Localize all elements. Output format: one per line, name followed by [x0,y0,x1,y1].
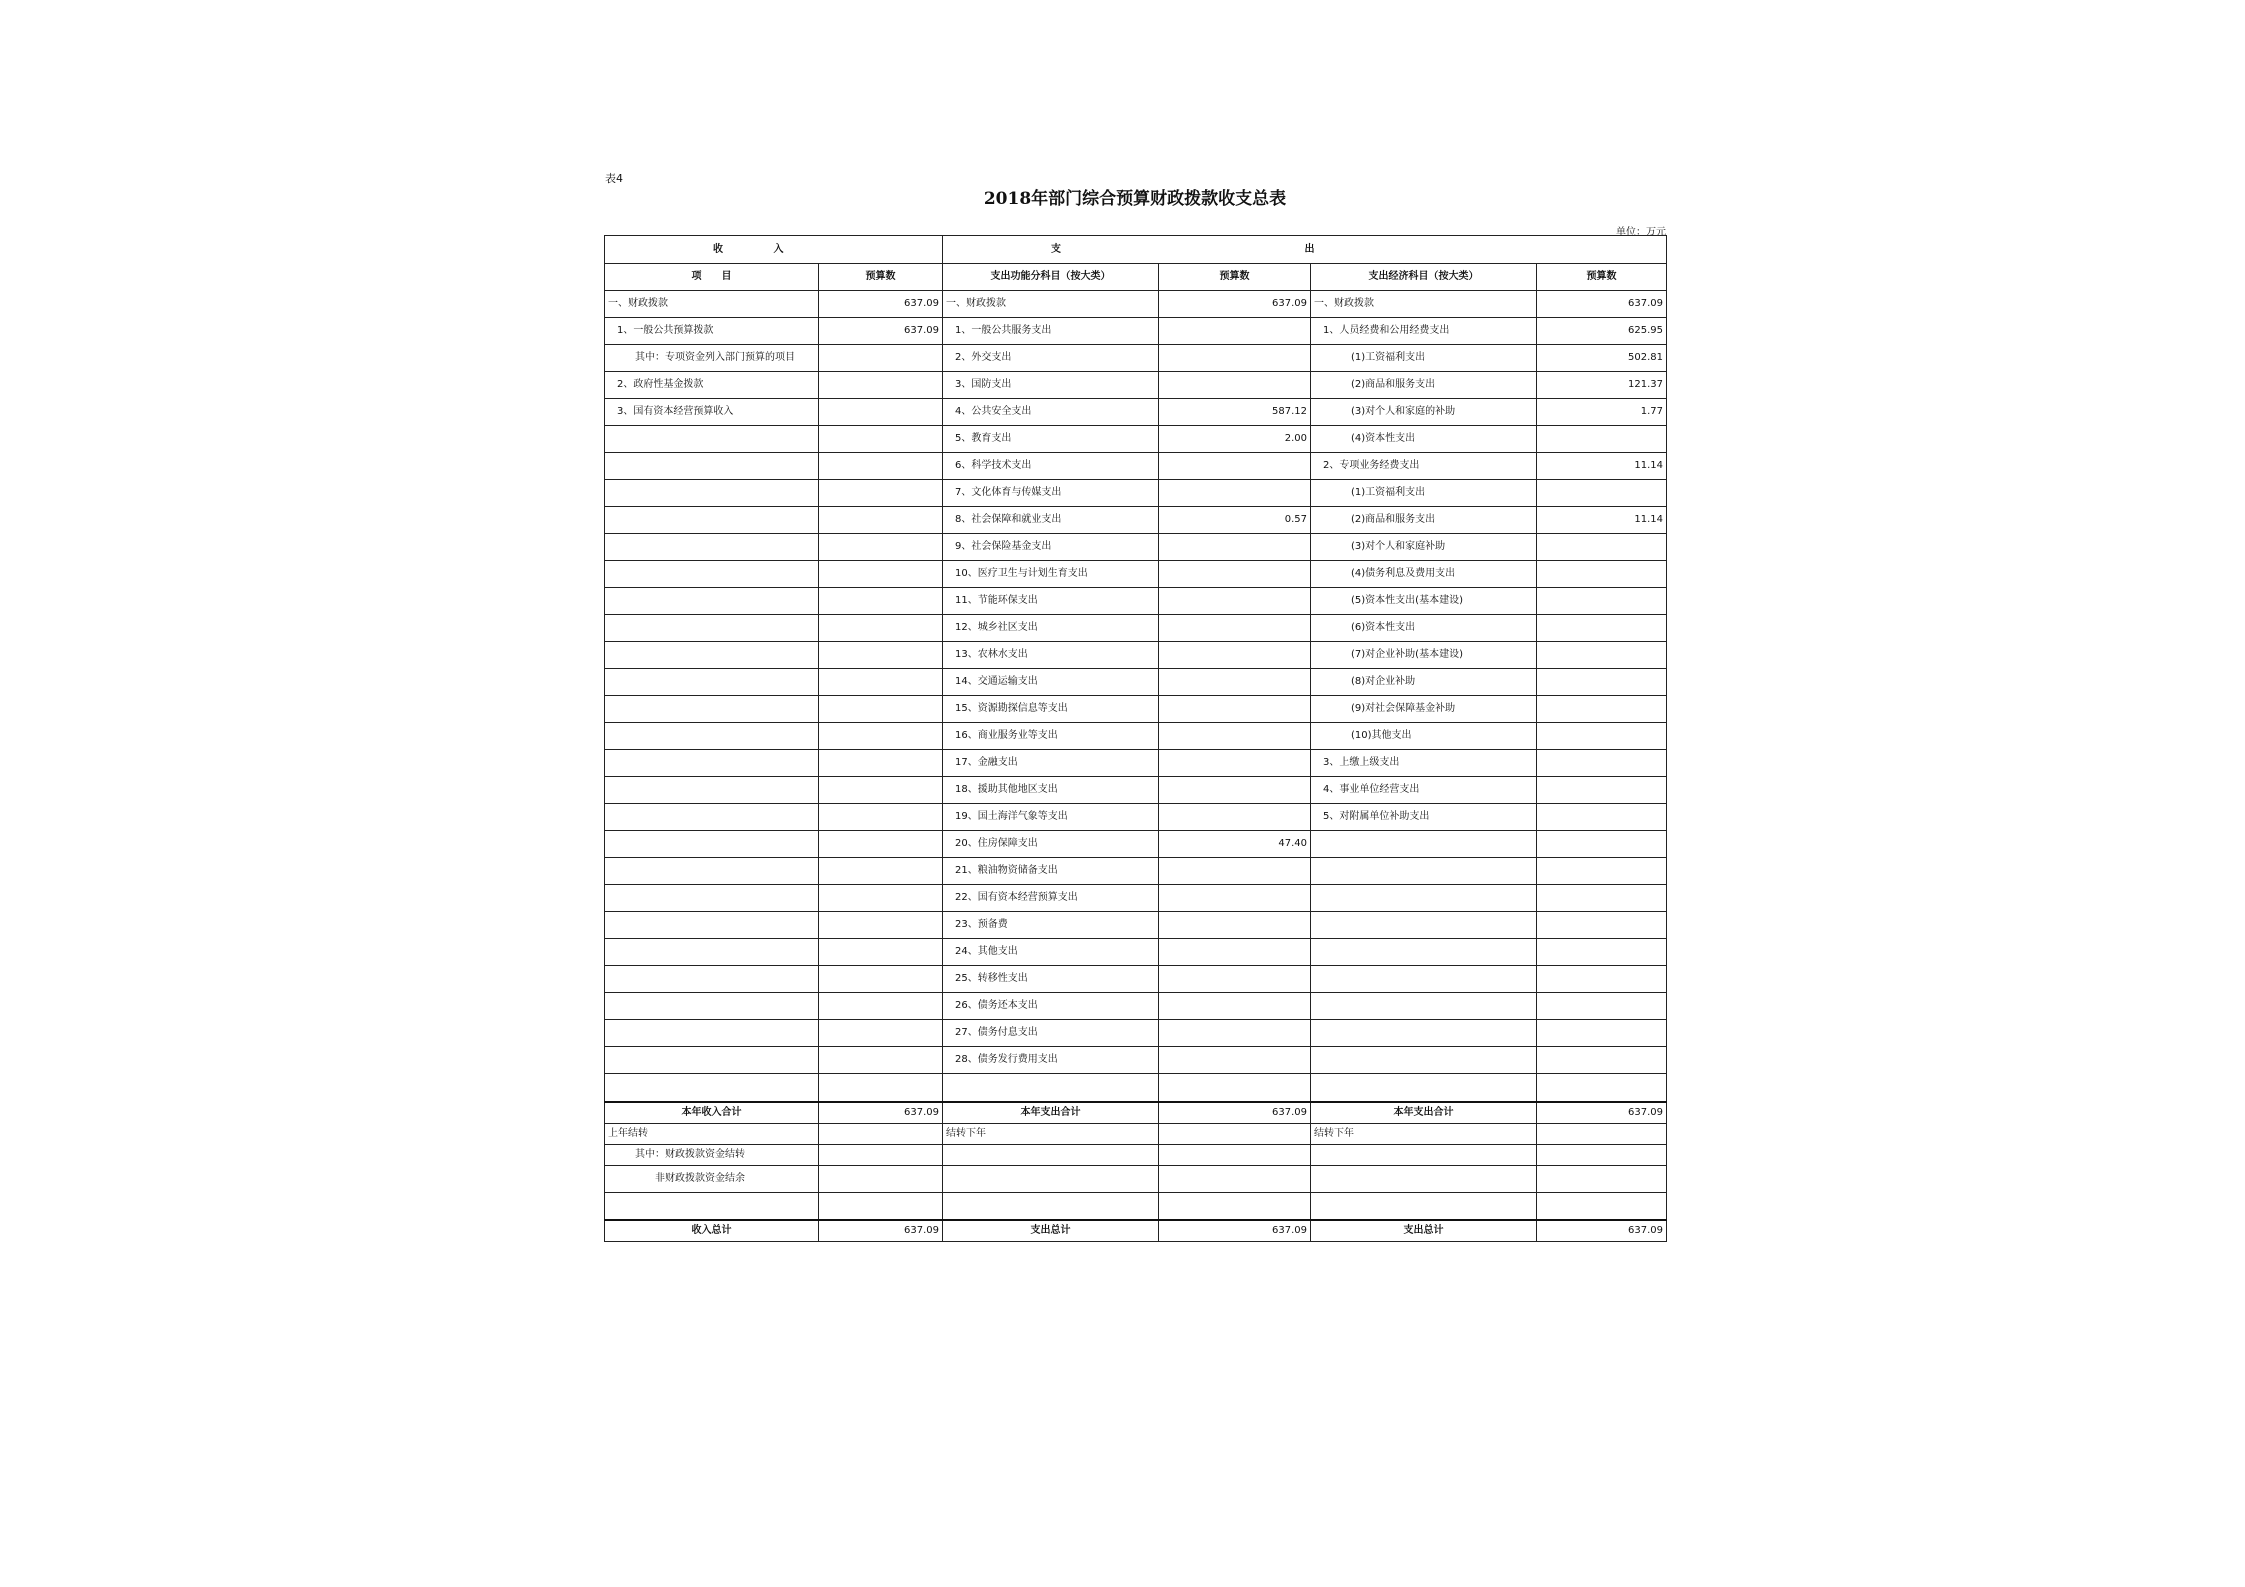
func-item-cell: 9、社会保险基金支出 [943,534,1159,561]
func-item-cell: 25、转移性支出 [943,966,1159,993]
income-budget-cell [819,885,943,912]
econ-budget-cell [1537,858,1667,885]
econ-item-cell [1311,885,1537,912]
income-budget-cell [819,912,943,939]
econ-item-cell: 3、上缴上级支出 [1311,750,1537,777]
func-budget-cell [1159,318,1311,345]
page-title: 2018年部门综合预算财政拨款收支总表 [983,189,1287,209]
func-item-cell: 23、预备费 [943,912,1159,939]
carry-next-label-2: 结转下年 [1311,1124,1537,1145]
econ-item-cell: (8)对企业补助 [1311,669,1537,696]
col-header-budget-income: 预算数 [819,264,943,291]
func-budget-cell [1159,723,1311,750]
income-item-cell [605,615,819,642]
econ-budget-cell [1537,993,1667,1020]
func-budget-cell [1159,561,1311,588]
econ-item-cell: (4)资本性支出 [1311,426,1537,453]
blank-cell [1537,1193,1667,1221]
income-budget-cell [819,696,943,723]
func-budget-cell: 587.12 [1159,399,1311,426]
income-item-cell [605,993,819,1020]
budget-table [604,235,1667,1242]
func-budget-cell [1159,480,1311,507]
blank-cell [943,1074,1159,1103]
func-budget-cell [1159,669,1311,696]
income-budget-cell [819,426,943,453]
func-item-cell: 6、科学技术支出 [943,453,1159,480]
expense-grand-total-value: 637.09 [1159,1220,1311,1242]
income-budget-cell [819,480,943,507]
col-header-func: 支出功能分科目（按大类） [943,264,1159,291]
econ-item-cell [1311,939,1537,966]
econ-item-cell: (10)其他支出 [1311,723,1537,750]
blank-cell [1537,1145,1667,1166]
income-item-cell [605,534,819,561]
income-item-cell [605,912,819,939]
func-budget-cell [1159,858,1311,885]
income-grand-total-label: 收入总计 [605,1220,819,1242]
expense-section-label: 支 [1051,243,1061,255]
income-budget-cell [819,966,943,993]
func-item-cell: 28、债务发行费用支出 [943,1047,1159,1074]
blank-cell [1311,1074,1537,1103]
table-row [605,993,1667,1020]
income-budget-cell [819,615,943,642]
econ-budget-cell [1537,912,1667,939]
unit-label: 单位：万元 [1616,227,1666,238]
econ-item-cell: (1)工资福利支出 [1311,345,1537,372]
blank-cell [819,1145,943,1166]
func-item-cell: 16、商业服务业等支出 [943,723,1159,750]
table-number-label: 表4 [605,172,623,185]
econ-item-cell: 一、财政拨款 [1311,291,1537,318]
table-row [605,534,1667,561]
func-item-cell: 15、资源勘探信息等支出 [943,696,1159,723]
income-item-cell [605,885,819,912]
econ-year-total-label: 本年支出合计 [1311,1102,1537,1124]
income-item-cell: 其中：专项资金列入部门预算的项目 [605,345,819,372]
econ-item-cell [1311,993,1537,1020]
income-item-cell: 3、国有资本经营预算收入 [605,399,819,426]
blank-cell [943,1166,1159,1193]
income-item-cell [605,588,819,615]
func-budget-cell [1159,750,1311,777]
carry-row [605,1124,1667,1145]
func-budget-cell [1159,1020,1311,1047]
func-item-cell: 12、城乡社区支出 [943,615,1159,642]
func-budget-cell [1159,993,1311,1020]
income-budget-cell [819,669,943,696]
econ-item-cell [1311,912,1537,939]
income-item-cell [605,1020,819,1047]
non-fiscal-label: 非财政拨款资金结余 [605,1166,819,1193]
econ-year-total-value: 637.09 [1537,1102,1667,1124]
blank-cell [1159,1145,1311,1166]
col-header-budget-func: 预算数 [1159,264,1311,291]
table-row [605,696,1667,723]
blank-cell [1311,1145,1537,1166]
econ-grand-total-value: 637.09 [1537,1220,1667,1242]
econ-budget-cell: 502.81 [1537,345,1667,372]
econ-item-cell: 1、人员经费和公用经费支出 [1311,318,1537,345]
income-budget-cell [819,588,943,615]
table-row [605,750,1667,777]
blank-row [605,1193,1667,1221]
table-row [605,723,1667,750]
table-row [605,372,1667,399]
econ-budget-cell [1537,588,1667,615]
econ-budget-cell [1537,480,1667,507]
func-item-cell: 5、教育支出 [943,426,1159,453]
table-row [605,831,1667,858]
func-item-cell: 10、医疗卫生与计划生育支出 [943,561,1159,588]
func-item-cell: 7、文化体育与传媒支出 [943,480,1159,507]
econ-budget-cell: 121.37 [1537,372,1667,399]
income-section-label-2: 入 [773,243,784,255]
func-item-cell: 2、外交支出 [943,345,1159,372]
func-item-cell: 20、住房保障支出 [943,831,1159,858]
income-budget-cell [819,831,943,858]
func-item-cell: 13、农林水支出 [943,642,1159,669]
table-row [605,480,1667,507]
expense-grand-total-label: 支出总计 [943,1220,1159,1242]
econ-item-cell [1311,1020,1537,1047]
econ-item-cell: 4、事业单位经营支出 [1311,777,1537,804]
blank-cell [605,1074,819,1103]
func-item-cell: 1、一般公共服务支出 [943,318,1159,345]
income-item-cell [605,723,819,750]
table-row [605,642,1667,669]
table-row [605,777,1667,804]
income-budget-cell [819,453,943,480]
blank-cell [1159,1166,1311,1193]
econ-budget-cell [1537,831,1667,858]
expense-section-header [943,236,1667,264]
income-item-cell [605,507,819,534]
func-budget-cell: 0.57 [1159,507,1311,534]
func-item-cell: 19、国土海洋气象等支出 [943,804,1159,831]
econ-budget-cell [1537,885,1667,912]
carry-next-label: 结转下年 [943,1124,1159,1145]
table-row [605,966,1667,993]
func-item-cell: 21、粮油物资储备支出 [943,858,1159,885]
blank-cell [1311,1166,1537,1193]
income-budget-cell [819,750,943,777]
income-item-cell: 1、一般公共预算拨款 [605,318,819,345]
func-budget-cell [1159,615,1311,642]
econ-item-cell: (4)债务利息及费用支出 [1311,561,1537,588]
blank-cell [1537,1074,1667,1103]
non-fiscal-row [605,1166,1667,1193]
blank-cell [605,1193,819,1221]
func-budget-cell [1159,804,1311,831]
income-section-label: 收 [713,243,723,255]
carry-next-value [1159,1124,1311,1145]
func-budget-cell [1159,642,1311,669]
income-grand-total-value: 637.09 [819,1220,943,1242]
income-item-cell [605,669,819,696]
table-row [605,885,1667,912]
func-budget-cell [1159,912,1311,939]
income-year-total-value: 637.09 [819,1102,943,1124]
income-budget-cell [819,1047,943,1074]
func-item-cell: 一、财政拨款 [943,291,1159,318]
func-budget-cell [1159,345,1311,372]
carry-next-value-2 [1537,1124,1667,1145]
blank-row [605,1074,1667,1103]
econ-item-cell [1311,1047,1537,1074]
econ-item-cell: (7)对企业补助(基本建设) [1311,642,1537,669]
blank-cell [819,1074,943,1103]
func-item-cell: 27、债务付息支出 [943,1020,1159,1047]
income-item-cell [605,831,819,858]
func-item-cell: 14、交通运输支出 [943,669,1159,696]
blank-cell [1159,1074,1311,1103]
income-item-cell: 2、政府性基金拨款 [605,372,819,399]
income-item-cell: 一、财政拨款 [605,291,819,318]
func-budget-cell [1159,939,1311,966]
fiscal-carry-label: 其中：财政拨款资金结转 [605,1145,819,1166]
income-budget-cell: 637.09 [819,291,943,318]
table-row [605,939,1667,966]
grand-total-row [605,1220,1667,1242]
year-total-row [605,1102,1667,1124]
table-row [605,291,1667,318]
econ-budget-cell [1537,777,1667,804]
func-budget-cell [1159,885,1311,912]
income-budget-cell [819,345,943,372]
table-row [605,507,1667,534]
income-budget-cell [819,372,943,399]
func-budget-cell [1159,372,1311,399]
income-budget-cell [819,507,943,534]
func-item-cell: 8、社会保障和就业支出 [943,507,1159,534]
blank-cell [943,1193,1159,1221]
income-budget-cell: 637.09 [819,318,943,345]
func-item-cell: 17、金融支出 [943,750,1159,777]
blank-cell [819,1193,943,1221]
econ-budget-cell: 637.09 [1537,291,1667,318]
econ-item-cell: (3)对个人和家庭补助 [1311,534,1537,561]
blank-cell [1537,1166,1667,1193]
econ-budget-cell [1537,1020,1667,1047]
econ-item-cell: (5)资本性支出(基本建设) [1311,588,1537,615]
econ-item-cell: (2)商品和服务支出 [1311,507,1537,534]
fiscal-carry-row [605,1145,1667,1166]
func-budget-cell [1159,777,1311,804]
blank-cell [943,1145,1159,1166]
income-item-cell [605,858,819,885]
table-row [605,588,1667,615]
econ-item-cell: (9)对社会保障基金补助 [1311,696,1537,723]
table-row [605,1047,1667,1074]
table-row [605,318,1667,345]
income-budget-cell [819,534,943,561]
income-item-cell [605,804,819,831]
econ-budget-cell [1537,939,1667,966]
income-year-total-label: 本年收入合计 [605,1102,819,1124]
income-item-cell [605,696,819,723]
income-budget-cell [819,804,943,831]
income-budget-cell [819,723,943,750]
income-item-cell [605,426,819,453]
econ-budget-cell [1537,669,1667,696]
table-row [605,912,1667,939]
income-budget-cell [819,858,943,885]
func-item-cell: 18、援助其他地区支出 [943,777,1159,804]
expense-year-total-value: 637.09 [1159,1102,1311,1124]
income-budget-cell [819,561,943,588]
col-header-item: 项 目 [605,264,819,291]
func-item-cell: 4、公共安全支出 [943,399,1159,426]
econ-item-cell: (6)资本性支出 [1311,615,1537,642]
func-budget-cell: 2.00 [1159,426,1311,453]
econ-budget-cell [1537,723,1667,750]
income-budget-cell [819,993,943,1020]
expense-section-label-2: 出 [1304,243,1315,255]
econ-item-cell: (3)对个人和家庭的补助 [1311,399,1537,426]
income-item-cell [605,1047,819,1074]
econ-budget-cell [1537,642,1667,669]
econ-budget-cell [1537,426,1667,453]
prev-carry-value [819,1124,943,1145]
table-row [605,453,1667,480]
func-budget-cell [1159,966,1311,993]
col-header-budget-econ: 预算数 [1537,264,1667,291]
income-item-cell [605,453,819,480]
econ-item-cell: 5、对附属单位补助支出 [1311,804,1537,831]
income-item-cell [605,966,819,993]
func-item-cell: 3、国防支出 [943,372,1159,399]
table-row [605,345,1667,372]
func-budget-cell [1159,1047,1311,1074]
income-item-cell [605,642,819,669]
column-header-row [605,264,1667,291]
econ-budget-cell [1537,1047,1667,1074]
col-header-econ: 支出经济科目（按大类） [1311,264,1537,291]
func-budget-cell [1159,696,1311,723]
func-budget-cell [1159,588,1311,615]
econ-item-cell [1311,831,1537,858]
table-row [605,615,1667,642]
income-item-cell [605,750,819,777]
income-budget-cell [819,939,943,966]
table-row [605,858,1667,885]
func-item-cell: 22、国有资本经营预算支出 [943,885,1159,912]
func-budget-cell: 637.09 [1159,291,1311,318]
econ-budget-cell [1537,534,1667,561]
econ-item-cell: (2)商品和服务支出 [1311,372,1537,399]
econ-budget-cell [1537,750,1667,777]
income-item-cell [605,480,819,507]
income-item-cell [605,939,819,966]
econ-budget-cell [1537,696,1667,723]
econ-budget-cell: 625.95 [1537,318,1667,345]
income-budget-cell [819,399,943,426]
blank-cell [1159,1193,1311,1221]
econ-budget-cell [1537,804,1667,831]
table-row [605,561,1667,588]
table-row [605,399,1667,426]
section-header-row [605,236,1667,264]
income-item-cell [605,777,819,804]
econ-budget-cell: 11.14 [1537,453,1667,480]
income-budget-cell [819,642,943,669]
table-row [605,426,1667,453]
expense-year-total-label: 本年支出合计 [943,1102,1159,1124]
econ-item-cell: 2、专项业务经费支出 [1311,453,1537,480]
blank-cell [1311,1193,1537,1221]
econ-budget-cell [1537,615,1667,642]
income-item-cell [605,561,819,588]
table-row [605,669,1667,696]
blank-cell [819,1166,943,1193]
func-item-cell: 24、其他支出 [943,939,1159,966]
func-budget-cell: 47.40 [1159,831,1311,858]
func-budget-cell [1159,453,1311,480]
income-budget-cell [819,777,943,804]
econ-budget-cell: 1.77 [1537,399,1667,426]
prev-carry-label: 上年结转 [605,1124,819,1145]
income-section-header [605,236,943,264]
table-row [605,1020,1667,1047]
func-item-cell: 11、节能环保支出 [943,588,1159,615]
econ-item-cell [1311,858,1537,885]
econ-item-cell: (1)工资福利支出 [1311,480,1537,507]
econ-grand-total-label: 支出总计 [1311,1220,1537,1242]
table-row [605,804,1667,831]
econ-budget-cell [1537,966,1667,993]
econ-budget-cell [1537,561,1667,588]
econ-item-cell [1311,966,1537,993]
func-item-cell: 26、债务还本支出 [943,993,1159,1020]
func-budget-cell [1159,534,1311,561]
econ-budget-cell: 11.14 [1537,507,1667,534]
income-budget-cell [819,1020,943,1047]
